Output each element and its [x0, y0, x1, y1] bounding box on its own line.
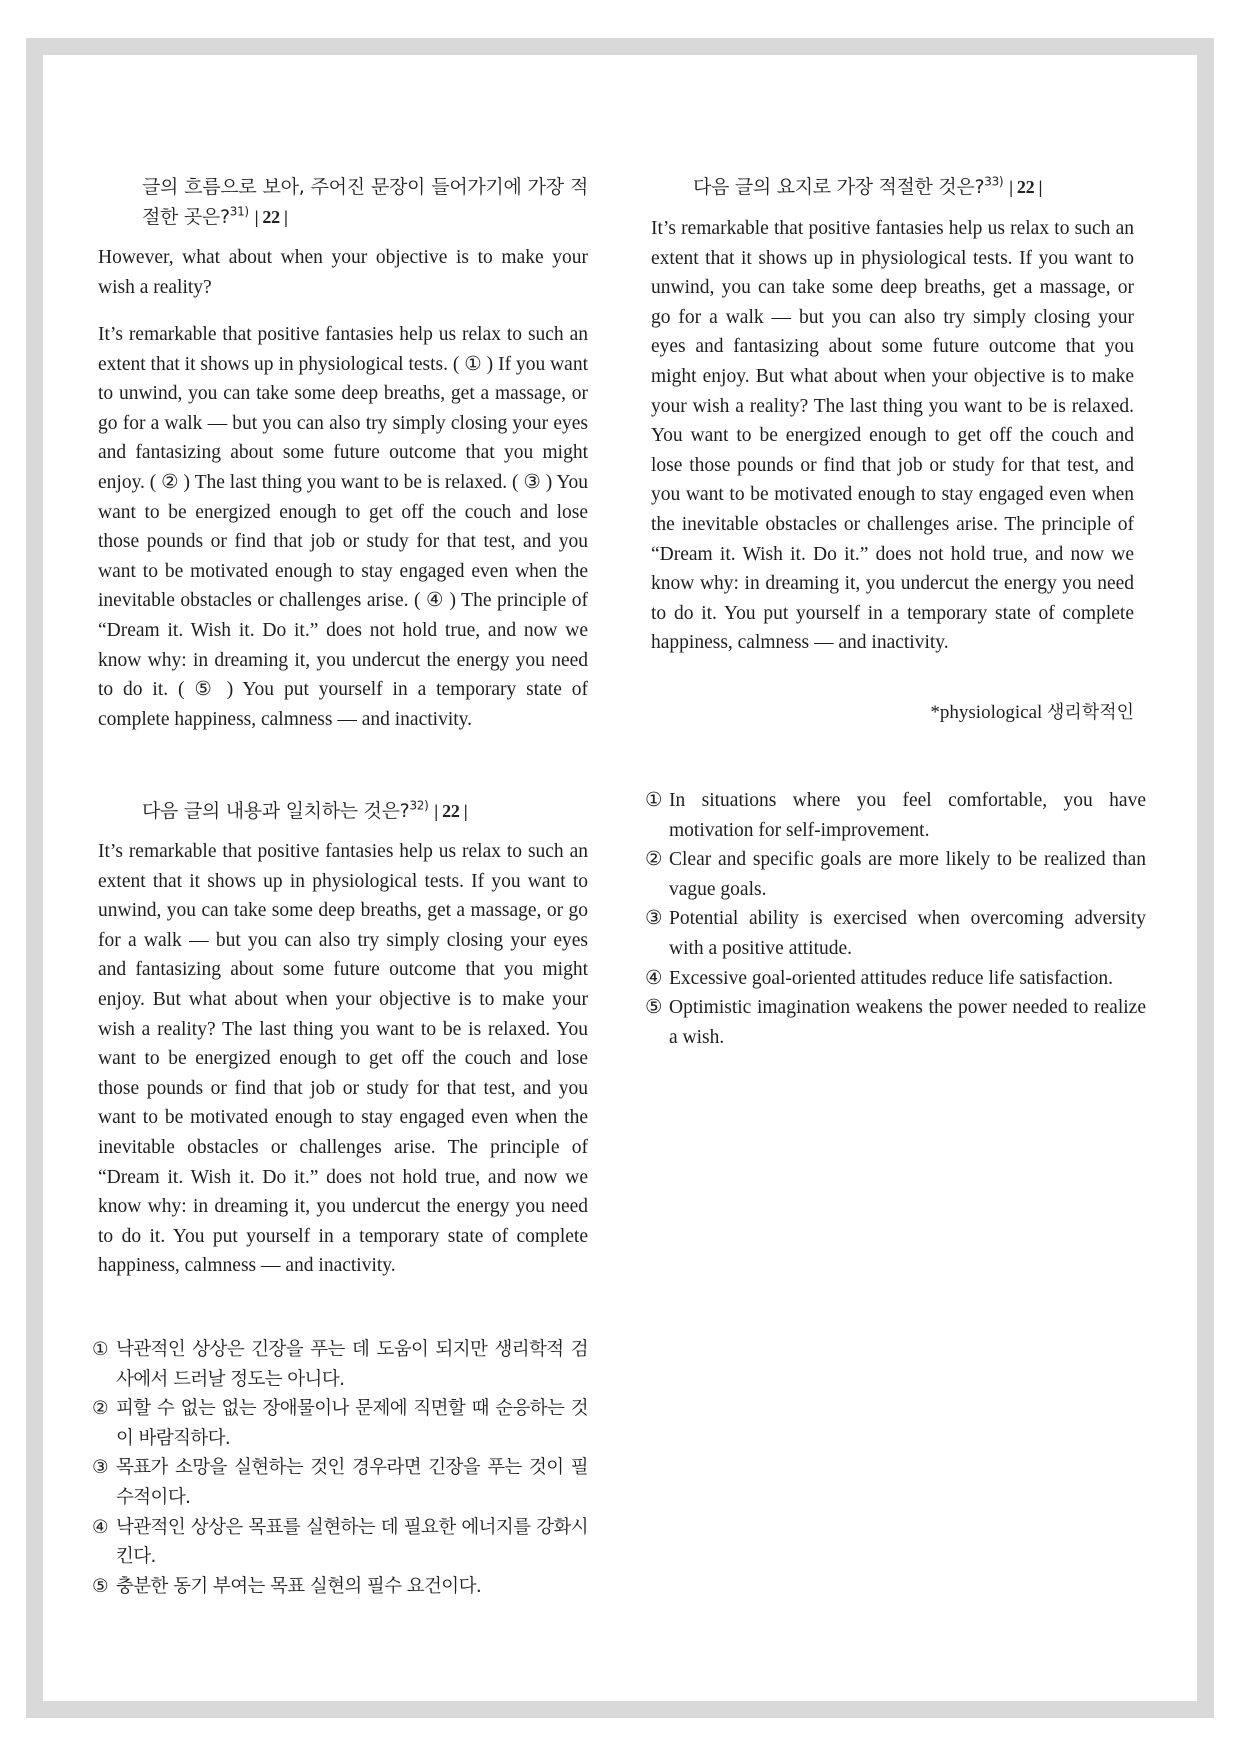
option-text: Optimistic imagination weakens the power needed to realize a wish. — [669, 997, 1146, 1048]
q33-option-4[interactable] — [645, 964, 1146, 994]
note-word: *physiological — [930, 702, 1043, 723]
q33-title-text: 다음 글의 요지로 가장 적절한 것은? — [693, 176, 985, 198]
option-number: ① — [92, 1339, 108, 1360]
option-number: ⑤ — [645, 997, 663, 1019]
q33-title — [693, 172, 1146, 202]
q31-title-text: 글의 흐름으로 보아, 주어진 문장이 들어가기에 가장 적절한 곳은? — [142, 176, 588, 228]
option-text: In situations where you feel comfortable, you have motivation for self-improvement. — [669, 790, 1146, 841]
option-number: ② — [92, 1398, 108, 1420]
q33-option-1[interactable] — [645, 786, 1146, 845]
q31-passage-text: It’s remarkable that positive fantasies help us relax to such an extent that it shows up in physiological tests. ( ① ) If you want to unwind, you can take some deep breaths, get a massage, or go for a walk — but you can also try simply closing your eyes and fantasizing about some future outcome that you might enjoy. ( ② ) The last thing you want to be is relaxed. ( ③ ) You want to be energized enough to get off the couch and lose those pounds or find that job or study for that test, and you want to be motivated enough to stay engaged even when the inevitable obstacles or challenges arise. ( ④ ) The principle of “Dream it. Wish it. Do it.” does not hold true, and now we know why: in dreaming it, you undercut the energy you need to do it. ( ⑤ ) You put yourself in a temporary state of complete happiness, calmness — and inactivity. — [98, 324, 588, 730]
option-number: ③ — [92, 1457, 108, 1479]
q31-title — [142, 172, 588, 232]
option-number: ④ — [92, 1516, 108, 1538]
q33-source: | 22 | — [1009, 177, 1043, 197]
option-text: 낙관적인 상상은 목표를 실현하는 데 필요한 에너지를 강화시킨다. — [116, 1516, 588, 1568]
q32-footnote: 32) — [409, 798, 429, 813]
q32-options — [92, 1335, 588, 1601]
q31-footnote: 31) — [229, 204, 249, 219]
option-number: ② — [645, 849, 663, 871]
q33-vocab-note — [651, 698, 1134, 724]
q32-option-2[interactable] — [92, 1394, 588, 1453]
q33-options — [645, 786, 1146, 1052]
option-text: Clear and specific goals are more likely to be realized than vague goals. — [669, 849, 1146, 900]
note-meaning: 생리학적인 — [1047, 702, 1134, 723]
option-number: ④ — [645, 967, 663, 989]
option-number: ③ — [645, 908, 663, 930]
q32-option-4[interactable] — [92, 1513, 588, 1572]
q31-given-text: However, what about when your objective is to make your wish a reality? — [98, 247, 588, 298]
q32-passage-text: It’s remarkable that positive fantasies help us relax to such an extent that it shows up in physiological tests. If you want to unwind, you can take some deep breaths, get a massage, or go for a walk — but you can also try simply closing your eyes and fantasizing about some future outcome that you might enjoy. But what about when your objective is to make your wish a reality? The last thing you want to be is relaxed. You want to be energized enough to get off the couch and lose those pounds or find that job or study for that test, and you want to be motivated enough to stay engaged even when the inevitable obstacles or challenges arise. The principle of “Dream it. Wish it. Do it.” does not hold true, and now we know why: in dreaming it, you undercut the energy you need to do it. You put yourself in a temporary state of complete happiness, calmness — and inactivity. — [98, 841, 588, 1277]
q33-footnote: 33) — [984, 174, 1004, 189]
q31-passage — [98, 320, 588, 734]
q31-source: | 22 | — [254, 207, 288, 227]
option-text: 충분한 동기 부여는 목표 실현의 필수 요건이다. — [116, 1575, 482, 1597]
q33-passage — [651, 214, 1134, 658]
q33-option-5[interactable] — [645, 993, 1146, 1052]
q32-source: | 22 | — [434, 801, 468, 821]
option-text: Excessive goal-oriented attitudes reduce life satisfaction. — [669, 967, 1113, 989]
option-text: 목표가 소망을 실현하는 것인 경우라면 긴장을 푸는 것이 필수적이다. — [116, 1457, 588, 1508]
q32-option-3[interactable] — [92, 1453, 588, 1512]
q32-option-5[interactable] — [92, 1572, 588, 1602]
q32-title — [142, 796, 588, 826]
q33-option-2[interactable] — [645, 845, 1146, 904]
q32-passage — [98, 837, 588, 1281]
option-number: ⑤ — [92, 1575, 108, 1597]
option-text: 낙관적인 상상은 긴장을 푸는 데 도움이 되지만 생리학적 검사에서 드러날 정도는 아니다. — [116, 1339, 588, 1390]
q31-given-sentence — [98, 243, 588, 302]
option-text: 피할 수 없는 없는 장애물이나 문제에 직면할 때 순응하는 것이 바람직하다. — [116, 1398, 588, 1449]
option-text: Potential ability is exercised when overcoming adversity with a positive attitude. — [669, 908, 1146, 959]
q33-passage-text: It’s remarkable that positive fantasies help us relax to such an extent that it shows up in physiological tests. If you want to unwind, you can take some deep breaths, get a massage, or go for a walk — but you can also try simply closing your eyes and fantasizing about some future outcome that you might enjoy. But what about when your objective is to make your wish a reality? The last thing you want to be is relaxed. You want to be energized enough to get off the couch and lose those pounds or find that job or study for that test, and you want to be motivated enough to stay engaged even when the inevitable obstacles or challenges arise. The principle of “Dream it. Wish it. Do it.” does not hold true, and now we know why: in dreaming it, you undercut the energy you need to do it. You put yourself in a temporary state of complete happiness, calmness — and inactivity. — [651, 218, 1134, 654]
q32-option-1[interactable] — [92, 1335, 588, 1394]
option-number: ① — [645, 790, 663, 811]
q33-option-3[interactable] — [645, 904, 1146, 963]
q32-title-text: 다음 글의 내용과 일치하는 것은? — [142, 800, 410, 822]
